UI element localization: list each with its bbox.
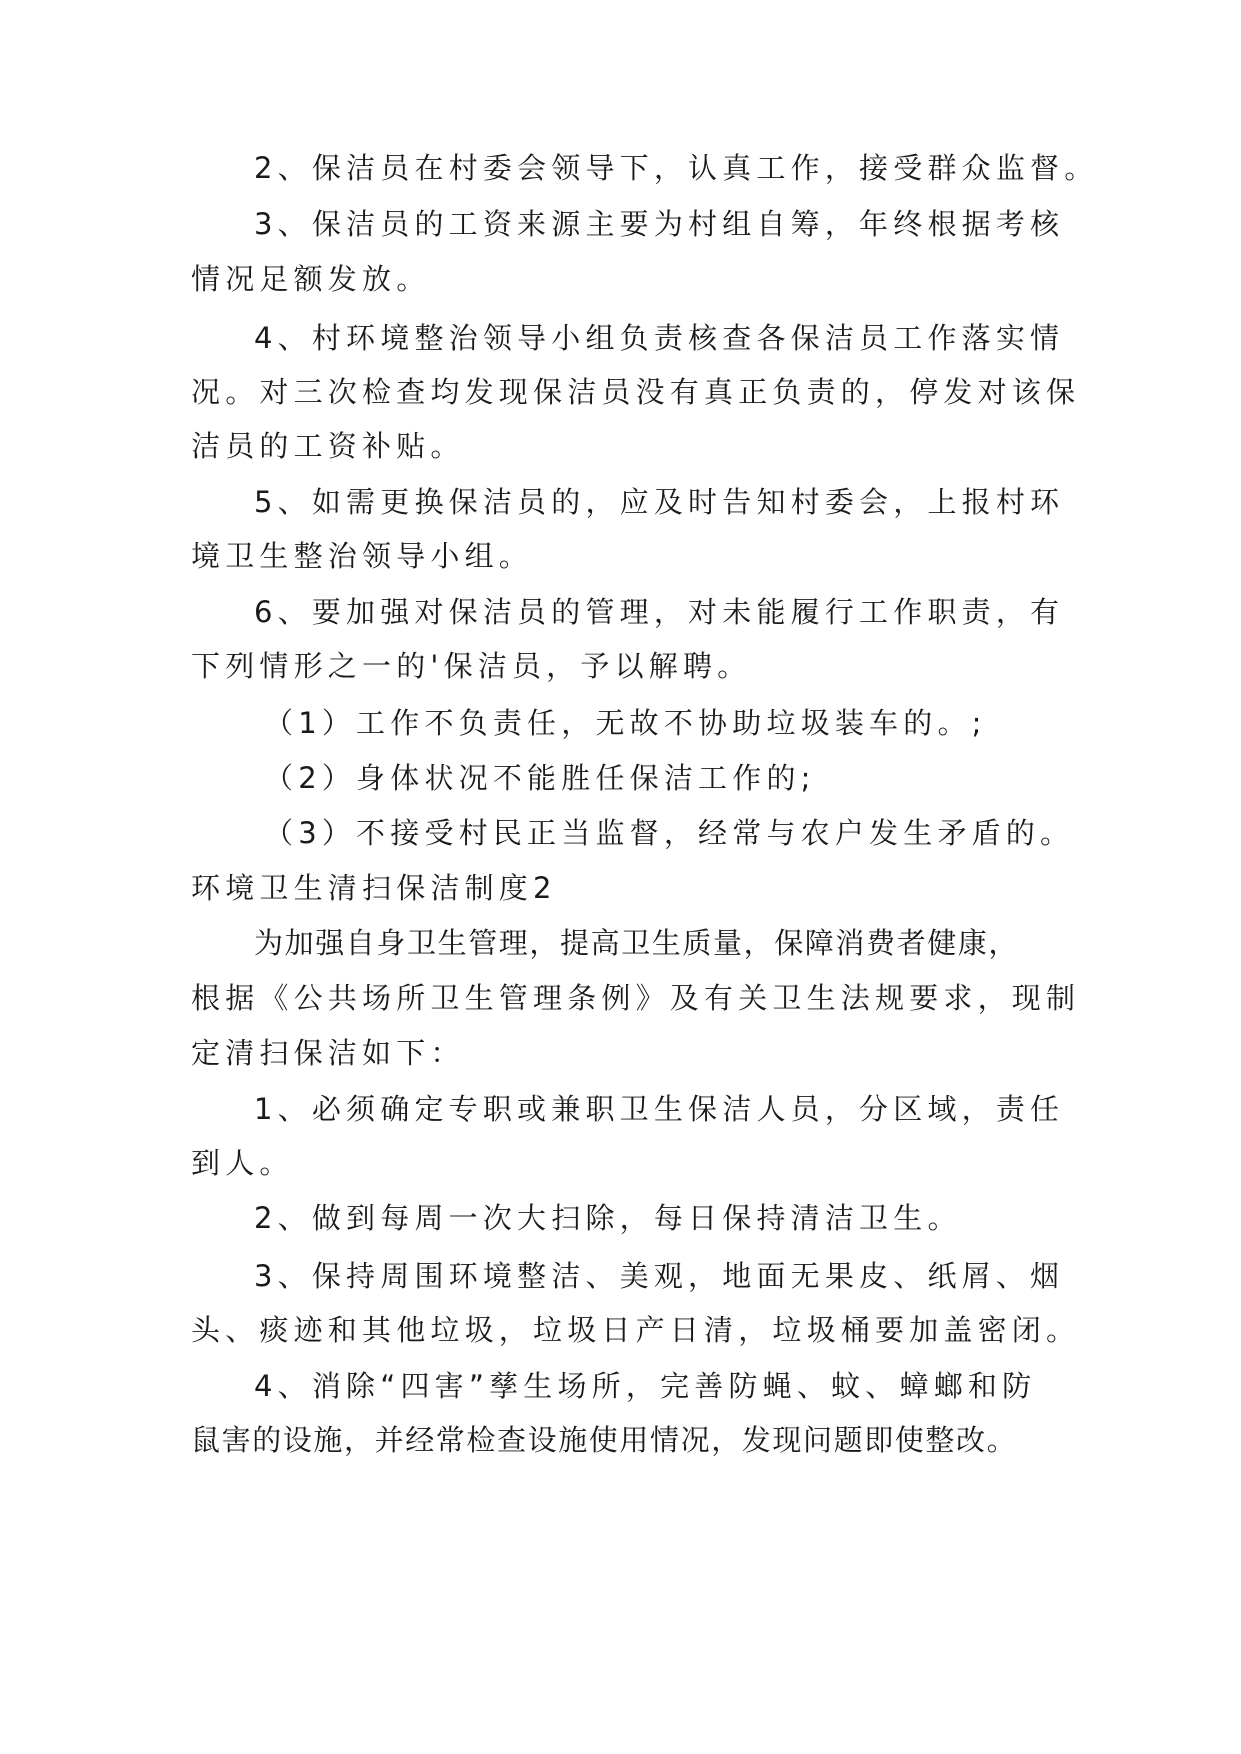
paragraph-line: 4、村环境整治领导小组负责核查各保洁员工作落实情	[254, 321, 1065, 355]
paragraph-line: 6、要加强对保洁员的管理，对未能履行工作职责，有	[254, 595, 1065, 629]
paragraph-line: 为加强自身卫生管理，提高卫生质量，保障消费者健康，	[254, 926, 1020, 960]
paragraph-line: 境卫生整治领导小组。	[191, 539, 534, 573]
paragraph-line: 4、消除“四害”孳生场所，完善防蝇、蚊、蟑螂和防	[254, 1369, 1037, 1403]
paragraph-line: 况。对三次检查均发现保洁员没有真正负责的，停发对该保	[191, 375, 1081, 409]
paragraph-line: 根据《公共场所卫生管理条例》及有关卫生法规要求，现制	[191, 981, 1081, 1015]
paragraph-line: 3、保洁员的工资来源主要为村组自筹，年终根据考核	[254, 207, 1065, 241]
paragraph-line: 洁员的工资补贴。	[191, 429, 465, 463]
list-item: （3）不接受村民正当监督，经常与农户发生矛盾的。	[264, 816, 1075, 850]
paragraph-line: 到人。	[191, 1146, 294, 1180]
paragraph-line: 2、做到每周一次大扫除，每日保持清洁卫生。	[254, 1201, 962, 1235]
paragraph-line: 鼠害的设施，并经常检查设施使用情况，发现问题即使整改。	[191, 1423, 1018, 1457]
paragraph-line: 头、痰迹和其他垃圾，垃圾日产日清，垃圾桶要加盖密闭。	[191, 1313, 1081, 1347]
list-item: （2）身体状况不能胜任保洁工作的;	[264, 761, 816, 795]
paragraph-line: 下列情形之一的'保洁员，予以解聘。	[191, 649, 752, 683]
paragraph-line: 5、如需更换保洁员的，应及时告知村委会，上报村环	[254, 485, 1065, 519]
paragraph-line: 1、必须确定专职或兼职卫生保洁人员，分区域，责任	[254, 1092, 1065, 1126]
paragraph-line: 定清扫保洁如下：	[191, 1036, 465, 1070]
paragraph-line: 2、保洁员在村委会领导下，认真工作，接受群众监督。	[254, 151, 1099, 185]
paragraph-line: 3、保持周围环境整洁、美观，地面无果皮、纸屑、烟	[254, 1259, 1065, 1293]
list-item: （1）工作不负责任，无故不协助垃圾装车的。;	[264, 706, 987, 740]
paragraph-line: 情况足额发放。	[191, 262, 431, 296]
section-heading: 环境卫生清扫保洁制度2	[191, 871, 557, 905]
